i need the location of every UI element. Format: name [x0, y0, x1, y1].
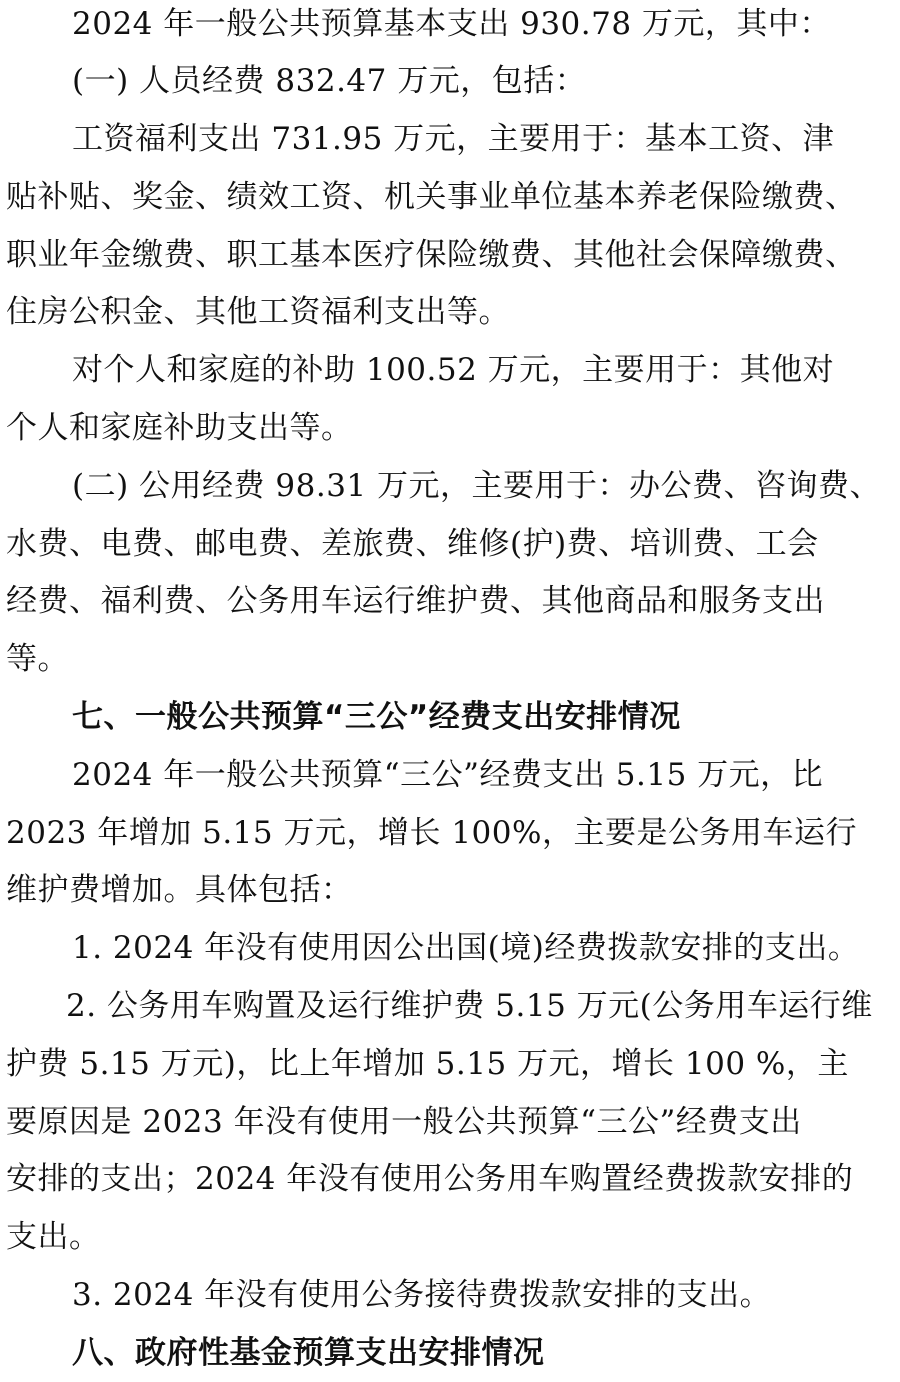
paragraph-line: 2024 年一般公共预算基本支出 930.78 万元，其中：	[72, 6, 831, 42]
paragraph-line: 维护费增加。具体包括：	[6, 872, 353, 908]
list-item-line: 1. 2024 年没有使用因公出国(境)经费拨款安排的支出。	[72, 930, 860, 966]
paragraph-line: 安排的支出；2024 年没有使用公务用车购置经费拨款安排的	[6, 1161, 854, 1197]
paragraph-line: 经费、福利费、公务用车运行维护费、其他商品和服务支出	[6, 583, 825, 619]
paragraph-line: 工资福利支出 731.95 万元，主要用于：基本工资、津	[72, 121, 835, 157]
paragraph-line: 支出。	[6, 1219, 101, 1255]
list-item-line: 3. 2024 年没有使用公务接待费拨款安排的支出。	[72, 1277, 772, 1313]
list-item-line: 2. 公务用车购置及运行维护费 5.15 万元(公务用车运行维	[66, 988, 873, 1024]
paragraph-line: 等。	[6, 641, 69, 677]
paragraph-line: 住房公积金、其他工资福利支出等。	[6, 294, 510, 330]
paragraph-line: 水费、电费、邮电费、差旅费、维修(护)费、培训费、工会	[6, 526, 819, 562]
paragraph-line: (一) 人员经费 832.47 万元，包括：	[72, 63, 587, 99]
paragraph-line: 要原因是 2023 年没有使用一般公共预算“三公”经费支出	[6, 1104, 802, 1140]
paragraph-line: 对个人和家庭的补助 100.52 万元，主要用于：其他对	[72, 352, 835, 388]
paragraph-line: 个人和家庭补助支出等。	[6, 410, 353, 446]
section-heading: 八、政府性基金预算支出安排情况	[72, 1335, 545, 1371]
section-heading: 七、一般公共预算“三公”经费支出安排情况	[72, 699, 681, 735]
paragraph-line: 2023 年增加 5.15 万元，增长 100%，主要是公务用车运行	[6, 815, 857, 851]
paragraph-line: 2024 年一般公共预算“三公”经费支出 5.15 万元，比	[72, 757, 824, 793]
paragraph-line: (二) 公用经费 98.31 万元，主要用于：办公费、咨询费、	[72, 468, 881, 504]
paragraph-line: 职业年金缴费、职工基本医疗保险缴费、其他社会保障缴费、	[6, 237, 857, 273]
paragraph-line: 护费 5.15 万元)，比上年增加 5.15 万元，增长 100 %，主	[6, 1046, 849, 1082]
paragraph-line: 贴补贴、奖金、绩效工资、机关事业单位基本养老保险缴费、	[6, 179, 857, 215]
